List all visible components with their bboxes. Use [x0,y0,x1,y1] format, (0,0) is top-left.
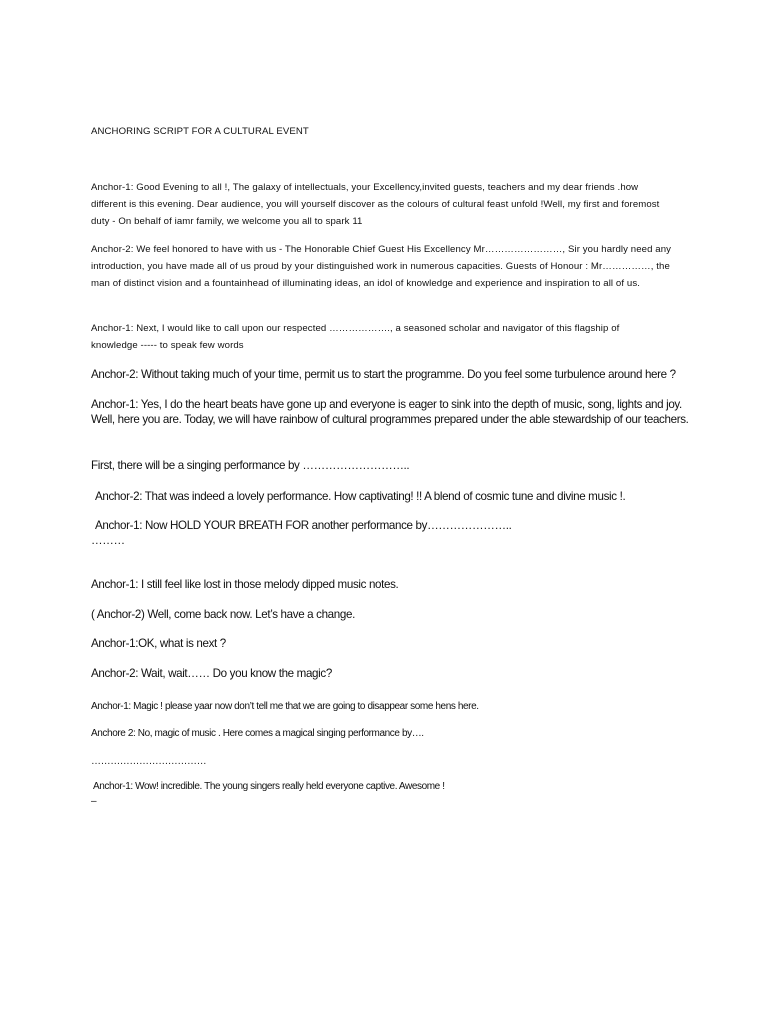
paragraph-first-performance: First, there will be a singing performance by ……………………….. [91,459,410,472]
document-title: ANCHORING SCRIPT FOR A CULTURAL EVENT [91,126,309,137]
paragraph-anchor2-lovely: Anchor-2: That was indeed a lovely performance. How captivating! !! A blend of cosmic tune and divine music !. [95,490,626,503]
paragraph-anchor2-start: Anchor-2: Without taking much of your time, permit us to start the programme. Do you feel some turbulence around here ? [91,368,676,381]
paragraph-anchor2-magic: Anchor-2: Wait, wait…… Do you know the magic? [91,667,332,680]
paragraph-dash: – [91,796,97,807]
paragraph-anchor1-welcome: Anchor-1: Good Evening to all !, The galaxy of intellectuals, your Excellency,invited guests, teachers and my dear friends .how different is this evening. Dear audience, you will yourself discover as the colours of cultural feast unfold !Well, my first and foremost duty - On behalf of iamr family, we welcome you all to spark 11 [91,182,660,227]
paragraph-anchor1-rainbow: Anchor-1: Yes, I do the heart beats have gone up and everyone is eager to sink into the depth of music, song, lights and joy. Well, here you are. Today, we will have rainbow of cultural programmes prepared under the able stewardship of our teachers. [91,398,689,426]
paragraph-dots: ……………………………… [91,756,207,767]
paragraph-anchor1-wow: Anchor-1: Wow! incredible. The young singers really held everyone captive. Awesome ! [93,781,445,792]
paragraph-anchor2-come-back: ( Anchor-2) Well, come back now. Let’s have a change. [91,608,355,621]
paragraph-anchor1-melody: Anchor-1: I still feel like lost in those melody dipped music notes. [91,578,399,591]
paragraph-anchor2-chief-guest: Anchor-2: We feel honored to have with us - The Honorable Chief Guest His Excellency Mr……………………, Sir you hardly need any introduction, you have made all of us proud by your distinguished work in numerous capacities. Guests of Honour : Mr……………, the man of distinct vision and a fountainhead of illuminating ideas, an idol of knowledge and experience and inspiration to all of us. [91,244,672,289]
paragraph-ellipsis: ……… [91,534,125,547]
paragraph-anchor2-music-magic: Anchore 2: No, magic of music . Here comes a magical singing performance by…. [91,728,424,739]
paragraph-anchor1-breath: Anchor-1: Now HOLD YOUR BREATH FOR another performance by………………….. [95,519,512,532]
paragraph-anchor1-whats-next: Anchor-1:OK, what is next ? [91,637,226,650]
paragraph-anchor1-hens: Anchor-1: Magic ! please yaar now don’t tell me that we are going to disappear some hens here. [91,701,479,712]
paragraph-anchor1-speaker: Anchor-1: Next, I would like to call upon our respected ………………., a seasoned scholar and navigator of this flagship of knowledge ----- to speak few words [91,323,620,351]
